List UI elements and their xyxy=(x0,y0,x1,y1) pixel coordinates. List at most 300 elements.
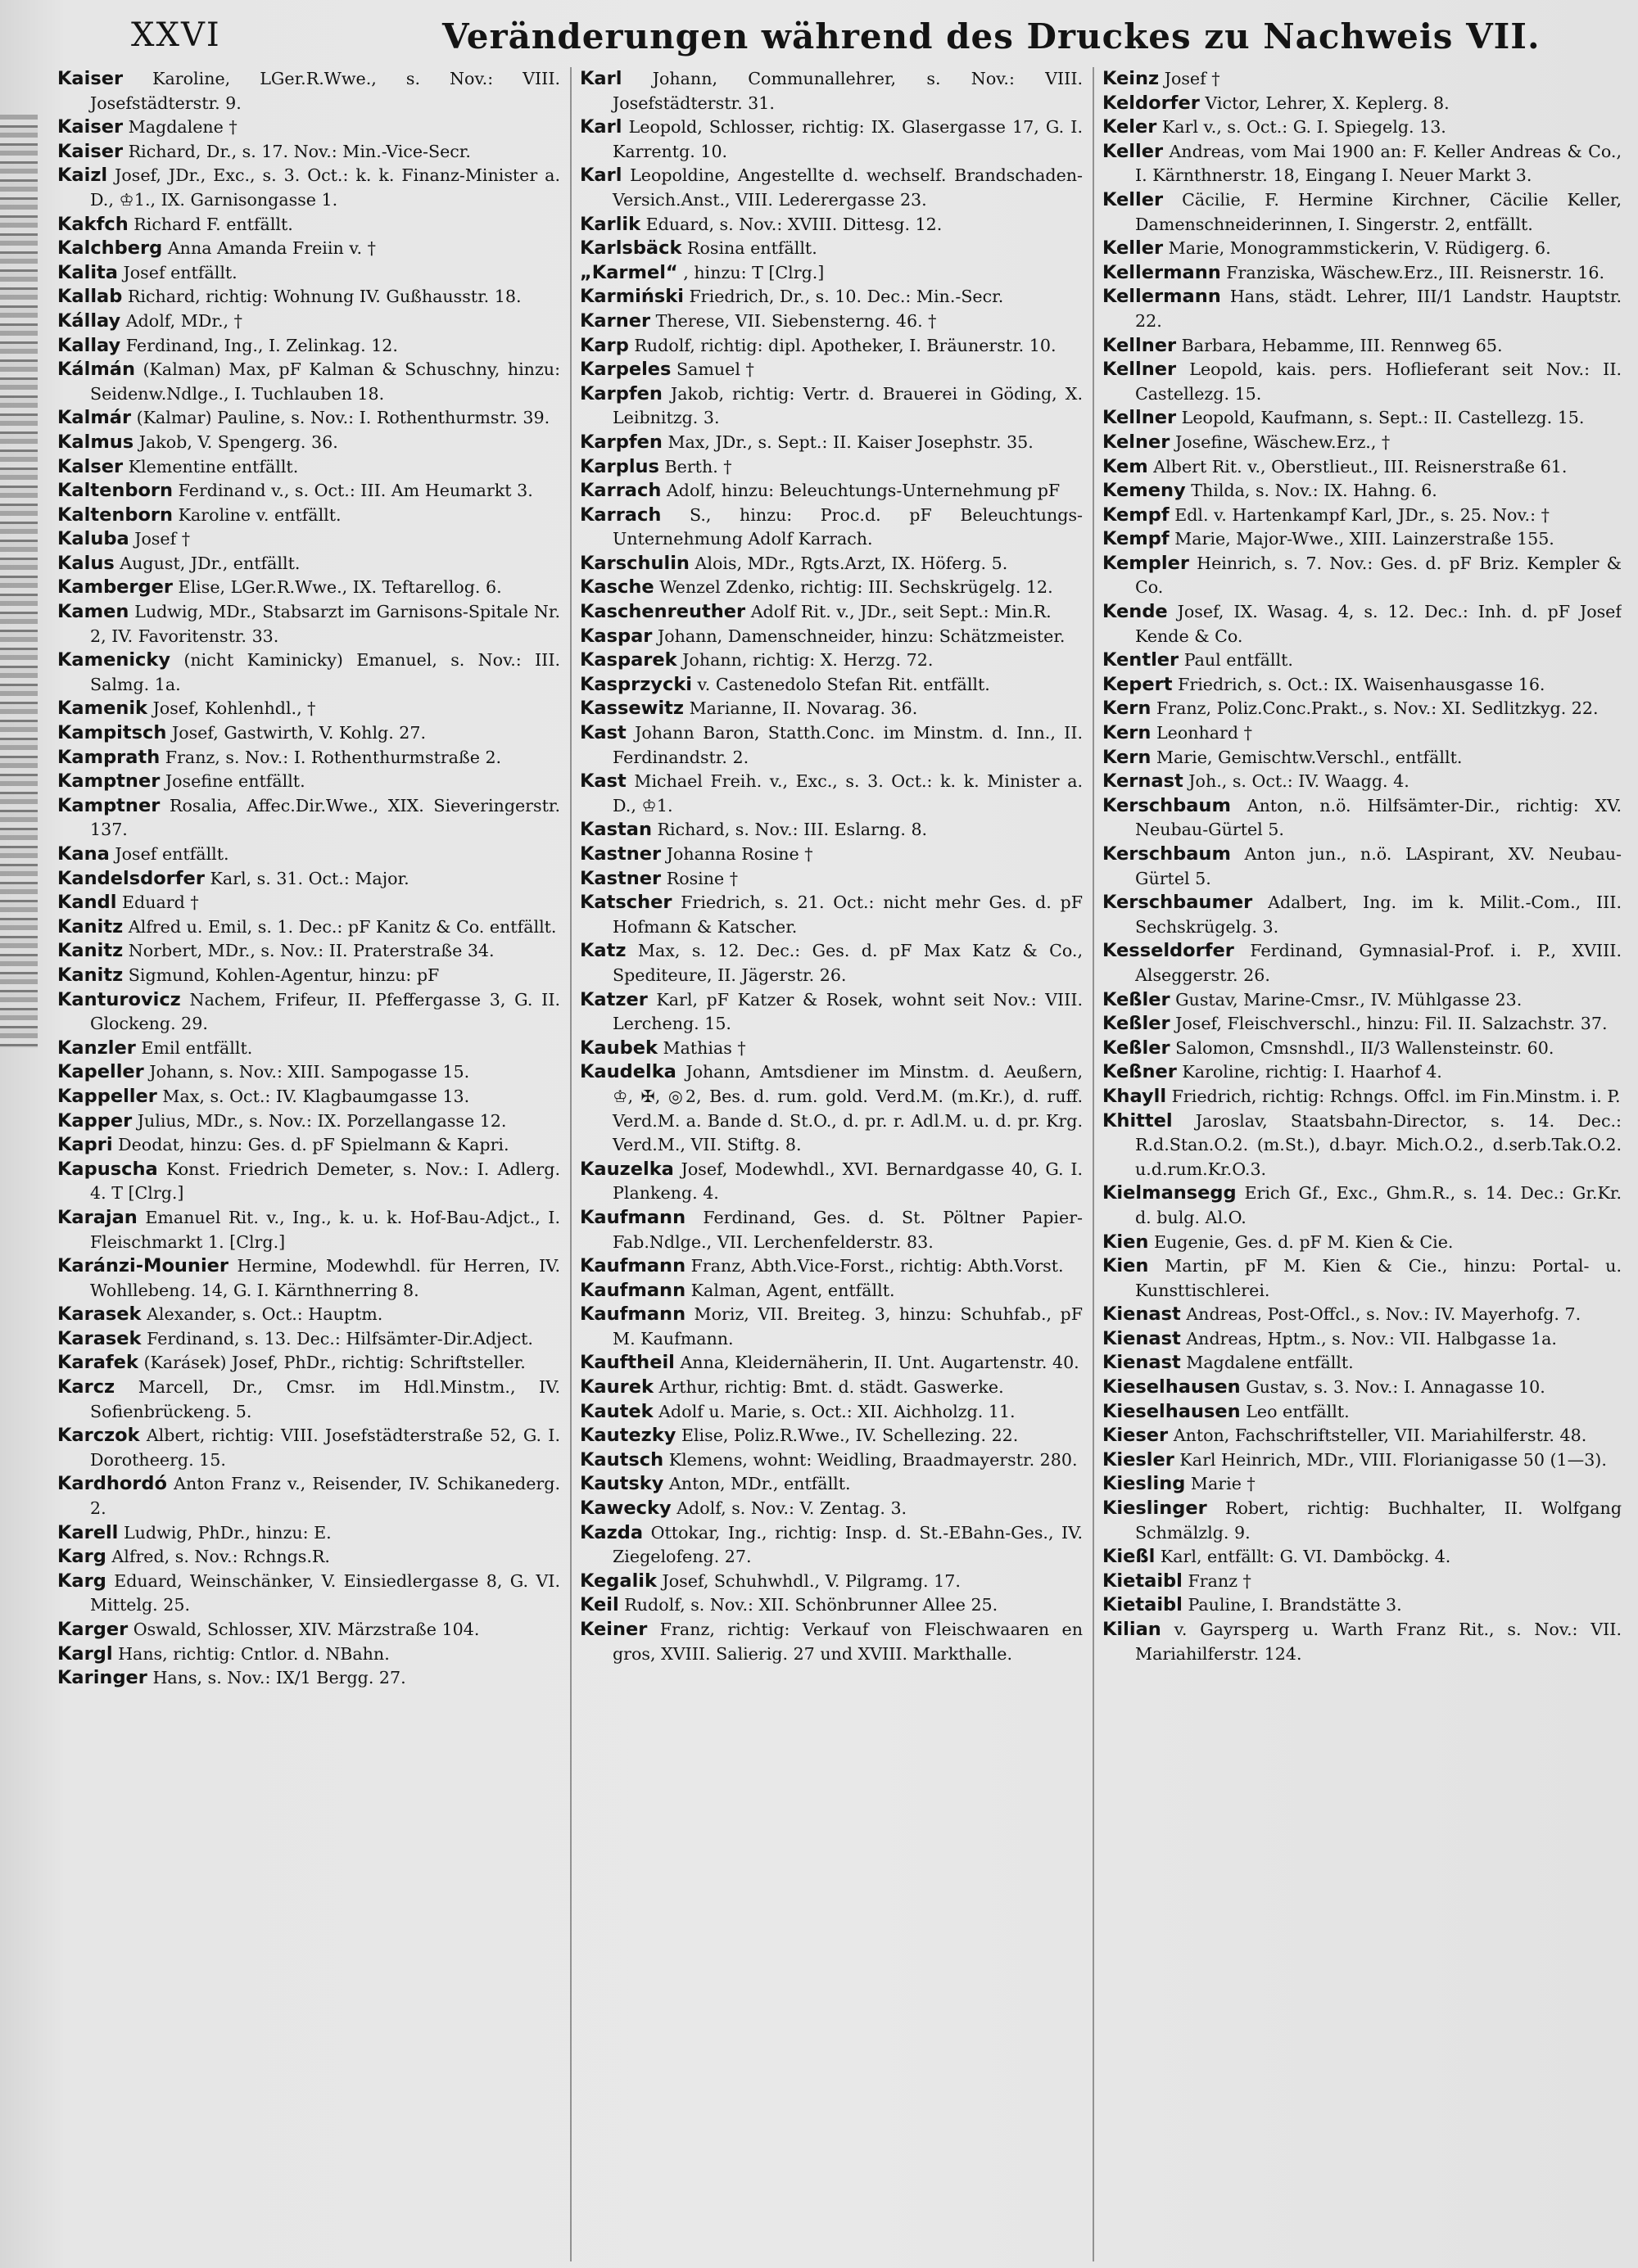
entry-details: Oswald, Schlosser, XIV. Märzstraße 104. xyxy=(133,1620,480,1639)
entry-surname: Kaltenborn xyxy=(57,504,174,526)
directory-entry xyxy=(580,1158,1083,1206)
entry-details: Leopold, Kaufmann, s. Sept.: II. Castellezg. 15. xyxy=(1181,408,1585,428)
entry-surname: Kamptner xyxy=(57,770,161,793)
entry-surname: Kalmus xyxy=(57,431,134,453)
entry-details: Johanna Rosine † xyxy=(666,844,813,864)
entry-surname: Kamen xyxy=(57,601,129,623)
entry-details: Ludwig, MDr., Stabsarzt im Garnisons-Spitale Nr. 2, IV. Favoritenstr. 33. xyxy=(90,602,560,646)
entry-details: Max, s. Oct.: IV. Klagbaumgasse 13. xyxy=(162,1086,470,1106)
entry-surname: Karger xyxy=(57,1619,129,1640)
directory-entry xyxy=(580,1424,1083,1448)
entry-surname: Kalchberg xyxy=(57,237,163,260)
directory-entry xyxy=(57,988,560,1037)
entry-surname: Kalus xyxy=(57,552,115,574)
directory-entry xyxy=(580,891,1083,939)
column-2 xyxy=(580,67,1083,2261)
entry-surname: Kaltenborn xyxy=(57,480,174,502)
entry-surname: Kaluba xyxy=(57,528,129,550)
entry-details: Klemens, wohnt: Weidling, Braadmayerstr. 280. xyxy=(668,1449,1078,1470)
entry-details: Deodat, hinzu: Ges. d. pF Spielmann & Kapri. xyxy=(118,1135,509,1155)
directory-entry xyxy=(57,770,560,794)
entry-details: Elise, Poliz.R.Wwe., IV. Schellezing. 22. xyxy=(681,1425,1019,1446)
entry-surname: Kien xyxy=(1102,1255,1149,1277)
directory-entry xyxy=(1102,600,1622,648)
directory-entry xyxy=(57,1376,560,1424)
entry-details: Anton, n.ö. Hilfsämter-Dir., richtig: XV. Neubau-Gürtel 5. xyxy=(1135,795,1622,840)
directory-entry xyxy=(1102,1327,1622,1352)
directory-entry xyxy=(1102,1060,1622,1085)
entry-details: Jakob, V. Spengerg. 36. xyxy=(138,431,338,452)
entry-surname: Kardhordó xyxy=(57,1473,167,1495)
entry-details: Karoline, richtig: I. Haarhof 4. xyxy=(1182,1062,1442,1082)
entry-surname: Karlik xyxy=(580,213,641,235)
entry-surname: Kazda xyxy=(580,1521,644,1543)
entry-surname: Kem xyxy=(1102,455,1148,477)
entry-surname: Kellner xyxy=(1102,407,1177,429)
entry-details: Ludwig, PhDr., hinzu: E. xyxy=(123,1522,332,1543)
directory-entry xyxy=(1102,721,1622,746)
entry-surname: Keller xyxy=(1102,140,1164,162)
entry-details: Klementine entfällt. xyxy=(128,456,299,477)
entry-details: Johann, Amtsdiener im Minstm. d. Aeußern, ♔, ✠, ◎2, Bes. d. rum. gold. Verd.M. (m.Kr.), d. ruff. Verd.M. a. Bande d. St.O., d. pr. r. Adl.M. u. d. pr. Krg. Verd.M., VII. Stiftg. 8. xyxy=(613,1062,1083,1155)
entry-surname: Kiesler xyxy=(1102,1448,1174,1471)
entry-surname: Kielmansegg xyxy=(1102,1182,1237,1204)
entry-surname: Kasparek xyxy=(580,649,677,671)
entry-details: Victor, Lehrer, X. Keplerg. 8. xyxy=(1205,93,1450,113)
entry-details: Berth. † xyxy=(664,456,732,477)
entry-surname: Karinger xyxy=(57,1667,147,1689)
entry-details: Gustav, Marine-Cmsr., IV. Mühlgasse 23. xyxy=(1175,989,1523,1010)
entry-surname: Karmiński xyxy=(580,286,684,308)
entry-surname: Kargl xyxy=(57,1642,113,1665)
entry-details: Anton, MDr., entfällt. xyxy=(668,1474,851,1494)
directory-entry xyxy=(580,164,1083,212)
entry-surname: Kautek xyxy=(580,1400,654,1422)
entry-details: Marie † xyxy=(1190,1474,1256,1494)
entry-details: Edl. v. Hartenkampf Karl, JDr., s. 25. Nov.: † xyxy=(1174,504,1550,525)
directory-entry xyxy=(580,625,1083,649)
directory-entry xyxy=(580,1472,1083,1497)
directory-entry xyxy=(580,382,1083,431)
directory-entry xyxy=(57,891,560,915)
entry-details: Ferdinand, Gymnasial-Prof. i. P., XVIII. Alseggerstr. 26. xyxy=(1135,941,1622,985)
directory-entry xyxy=(1102,431,1622,455)
directory-entry xyxy=(580,1570,1083,1594)
directory-entry xyxy=(580,285,1083,309)
entry-details: Paul entfällt. xyxy=(1183,650,1293,671)
directory-entry xyxy=(57,867,560,892)
entry-details: Heinrich, s. 7. Nov.: Ges. d. pF Briz. Kempler & Co. xyxy=(1135,553,1622,598)
directory-entry xyxy=(1102,552,1622,600)
entry-details: August, JDr., entfällt. xyxy=(120,553,301,573)
entry-surname: Kentler xyxy=(1102,649,1179,671)
directory-entry xyxy=(57,1206,560,1254)
entry-details: Ferdinand, Ing., I. Zelinkag. 12. xyxy=(125,335,398,355)
entry-surname: Kaurek xyxy=(580,1376,654,1398)
entry-surname: Kautezky xyxy=(580,1425,676,1447)
directory-entry xyxy=(1102,140,1622,188)
directory-entry xyxy=(580,1497,1083,1521)
entry-surname: Karl xyxy=(580,68,622,89)
entry-surname: Kallab xyxy=(57,286,123,308)
directory-entry xyxy=(57,600,560,648)
entry-details: Magdalene † xyxy=(128,117,238,138)
entry-details: Johann, s. Nov.: XIII. Sampogasse 15. xyxy=(149,1062,470,1082)
entry-details: Richard, richtig: Wohnung IV. Gußhausstr. 18. xyxy=(127,287,522,307)
entry-surname: Kempf xyxy=(1102,528,1170,550)
entry-surname: Karpfen xyxy=(580,431,663,453)
entry-surname: Kaufmann xyxy=(580,1303,686,1326)
directory-entry xyxy=(1102,1109,1622,1182)
directory-entry xyxy=(580,576,1083,600)
directory-entry xyxy=(1102,891,1622,939)
entry-details: v. Castenedolo Stefan Rit. entfällt. xyxy=(697,674,990,694)
directory-entry xyxy=(57,697,560,721)
entry-surname: Kalita xyxy=(57,261,118,283)
entry-details: Mathias † xyxy=(663,1037,746,1058)
entry-surname: Kauzelka xyxy=(580,1158,674,1180)
entry-details: Adolf u. Marie, s. Oct.: XII. Aichholzg. 11. xyxy=(658,1401,1016,1421)
directory-entry xyxy=(1102,115,1622,140)
directory-entry xyxy=(1102,1351,1622,1376)
entry-details: Anton jun., n.ö. LAspirant, XV. Neubau-Gürtel 5. xyxy=(1135,844,1622,888)
entry-surname: Kaiser xyxy=(57,68,124,89)
entry-surname: Keinz xyxy=(1102,68,1160,89)
entry-surname: Karplus xyxy=(580,455,659,477)
entry-surname: Kastner xyxy=(580,843,662,865)
directory-entry xyxy=(580,67,1083,115)
directory-entry xyxy=(57,67,560,115)
entry-details: Karl Heinrich, MDr., VIII. Florianigasse 50 (1—3). xyxy=(1179,1449,1607,1470)
entry-details: Adolf, s. Nov.: V. Zentag. 3. xyxy=(676,1498,907,1519)
entry-surname: Katscher xyxy=(580,892,672,914)
entry-details: v. Gayrsperg u. Warth Franz Rit., s. Nov.: VII. Mariahilferstr. 124. xyxy=(1135,1620,1622,1664)
entry-surname: Kaiser xyxy=(57,116,124,138)
entry-surname: Kilian xyxy=(1102,1619,1161,1640)
entry-details: Nachem, Frifeur, II. Pfeffergasse 3, G. II. Glockeng. 29. xyxy=(90,989,560,1034)
entry-surname: Katzer xyxy=(580,988,648,1010)
directory-entry xyxy=(1102,1085,1622,1109)
entry-surname: Kellner xyxy=(1102,334,1177,356)
entry-surname: Kern xyxy=(1102,698,1152,720)
directory-entry xyxy=(57,1133,560,1158)
entry-surname: Kempler xyxy=(1102,552,1189,574)
entry-details: Karl, s. 31. Oct.: Major. xyxy=(210,868,410,888)
directory-entry xyxy=(580,115,1083,164)
entry-surname: Keßler xyxy=(1102,988,1170,1010)
directory-entry xyxy=(57,648,560,697)
directory-entry xyxy=(57,746,560,770)
entry-surname: Kellermann xyxy=(1102,286,1221,308)
entry-surname: Kern xyxy=(1102,722,1152,744)
entry-details: Andreas, vom Mai 1900 an: F. Keller Andreas & Co., I. Kärnthnerstr. 18, Eingang I. Neuer Markt 3. xyxy=(1135,141,1622,186)
directory-entry xyxy=(1102,1037,1622,1061)
binding-edge xyxy=(0,115,38,1048)
directory-entry xyxy=(57,309,560,334)
directory-entry xyxy=(1102,92,1622,116)
column-divider xyxy=(1093,67,1094,2261)
directory-entry xyxy=(1102,648,1622,673)
directory-entry xyxy=(57,721,560,746)
entry-details: Richard, s. Nov.: III. Eslarng. 8. xyxy=(657,820,928,840)
entry-details: Marie, Major-Wwe., XIII. Lainzerstraße 155. xyxy=(1174,529,1554,549)
entry-surname: Karczok xyxy=(57,1425,140,1447)
entry-surname: Karajan xyxy=(57,1206,138,1228)
entry-details: Josefine entfällt. xyxy=(165,771,305,792)
entry-details: Rudolf, richtig: dipl. Apotheker, I. Bräunerstr. 10. xyxy=(634,335,1057,355)
entry-surname: Kempf xyxy=(1102,504,1170,526)
entry-surname: Karrach xyxy=(580,480,662,502)
directory-entry xyxy=(1102,67,1622,92)
entry-details: Franziska, Wäschew.Erz., III. Reisnerstr. 16. xyxy=(1226,262,1605,282)
directory-entry xyxy=(57,140,560,165)
directory-entry xyxy=(580,1618,1083,1666)
entry-details: Thilda, s. Nov.: IX. Hahng. 6. xyxy=(1191,481,1437,501)
entry-details: Leopold, Schlosser, richtig: IX. Glasergasse 17, G. I. Karrentg. 10. xyxy=(613,117,1083,161)
page-title: Veränderungen während des Druckes zu Nachweis VII. xyxy=(442,16,1541,56)
entry-surname: Karp xyxy=(580,334,629,356)
directory-entry xyxy=(1102,770,1622,794)
entry-surname: Kallay xyxy=(57,334,121,356)
entry-details: Richard F. entfällt. xyxy=(133,214,293,234)
entry-surname: Keiner xyxy=(580,1619,648,1640)
directory-entry xyxy=(57,1158,560,1206)
entry-surname: Kalmár xyxy=(57,407,132,429)
entry-details: Rosine † xyxy=(666,868,739,888)
entry-surname: Keller xyxy=(1102,188,1164,210)
entry-surname: Kieslinger xyxy=(1102,1498,1207,1520)
entry-details: Alfred u. Emil, s. 1. Dec.: pF Kanitz & Co. entfällt. xyxy=(128,916,557,937)
column-1 xyxy=(57,67,560,2261)
entry-details: Josef entfällt. xyxy=(115,844,229,864)
entry-surname: Kandl xyxy=(57,892,117,914)
entry-details: Anna, Kleidernäherin, II. Unt. Augartenstr. 40. xyxy=(680,1353,1079,1373)
entry-details: Johann, richtig: X. Herzg. 72. xyxy=(682,650,934,671)
entry-details: Elise, LGer.R.Wwe., IX. Teftarellog. 6. xyxy=(178,577,502,598)
directory-entry xyxy=(57,504,560,528)
entry-surname: „Karmel“ xyxy=(580,261,678,283)
directory-entry xyxy=(1102,527,1622,552)
entry-surname: Kienast xyxy=(1102,1352,1181,1374)
directory-entry xyxy=(1102,1593,1622,1618)
entry-details: Karoline, LGer.R.Wwe., s. Nov.: VIII. Josefstädterstr. 9. xyxy=(90,69,560,113)
entry-details: Eduard † xyxy=(122,892,199,913)
entry-details: Max, s. 12. Dec.: Ges. d. pF Max Katz & Co., Spediteure, II. Jägerstr. 26. xyxy=(613,941,1083,985)
entry-details: Marcell, Dr., Cmsr. im Hdl.Minstm., IV. Sofienbrückeng. 5. xyxy=(90,1377,560,1421)
entry-details: Richard, Dr., s. 17. Nov.: Min.-Vice-Secr. xyxy=(128,141,471,161)
entry-surname: Kanitz xyxy=(57,964,124,986)
entry-surname: Keldorfer xyxy=(1102,92,1200,114)
entry-details: Leonhard † xyxy=(1156,723,1252,743)
entry-details: Jaroslav, Staatsbahn-Director, s. 14. Dec.: R.d.Stan.O.2. (m.St.), d.bayr. Mich.O.2., d.serb.Tak.O.2. u.d.rum.Kr.O.3. xyxy=(1135,1110,1622,1179)
directory-entry xyxy=(1102,504,1622,528)
directory-entry xyxy=(580,261,1083,286)
entry-details: Anna Amanda Freiin v. † xyxy=(167,238,376,259)
entry-details: Konst. Friedrich Demeter, s. Nov.: I. Adlerg. 4. T [Clrg.] xyxy=(90,1159,560,1204)
entry-details: Leopold, kais. pers. Hoflieferant seit Nov.: II. Castellezg. 15. xyxy=(1135,359,1622,404)
entry-surname: Khayll xyxy=(1102,1085,1167,1107)
directory-entry xyxy=(580,431,1083,455)
entry-surname: Kaudelka xyxy=(580,1061,676,1083)
directory-entry xyxy=(57,964,560,988)
directory-entry xyxy=(580,1206,1083,1254)
entry-details: (Kalman) Max, pF Kalman & Schuschny, hinzu: Seidenw.Ndlge., I. Tuchlauben 18. xyxy=(90,359,560,404)
entry-details: Salomon, Cmsnshdl., II/3 Wallensteinstr. 60. xyxy=(1175,1037,1554,1058)
entry-surname: Kanitz xyxy=(57,915,124,937)
entry-details: Cäcilie, F. Hermine Kirchner, Cäcilie Keller, Damenschneiderinnen, I. Singerstr. 2, entfällt. xyxy=(1135,189,1622,234)
entry-details: Josef, Modewhdl., XVI. Bernardgasse 40, G. I. Plankeng. 4. xyxy=(613,1159,1083,1204)
entry-surname: Kien xyxy=(1102,1231,1149,1253)
entry-details: Josef, Kohlenhdl., † xyxy=(152,698,316,719)
directory-entry xyxy=(57,334,560,359)
entry-details: Jakob, richtig: Vertr. d. Brauerei in Göding, X. Leibnitzg. 3. xyxy=(613,383,1083,428)
entry-details: Sigmund, Kohlen-Agentur, hinzu: pF xyxy=(128,965,440,985)
entry-details: Franz, Poliz.Conc.Prakt., s. Nov.: XI. Sedlitzkyg. 22. xyxy=(1156,698,1599,719)
entry-details: Moriz, VII. Breiteg. 3, hinzu: Schuhfab., pF M. Kaufmann. xyxy=(613,1304,1083,1349)
directory-entry xyxy=(1102,1497,1622,1545)
directory-entry xyxy=(580,1376,1083,1400)
directory-entry xyxy=(580,673,1083,698)
directory-entry xyxy=(580,939,1083,987)
entry-details: Albert Rit. v., Oberstlieut., III. Reisnerstraße 61. xyxy=(1153,456,1568,477)
entry-surname: Kaufmann xyxy=(580,1206,686,1228)
directory-entry xyxy=(580,309,1083,334)
entry-details: Marianne, II. Novarag. 36. xyxy=(689,698,918,719)
entry-surname: Karg xyxy=(57,1546,106,1568)
directory-entry xyxy=(57,576,560,600)
directory-entry xyxy=(1102,1376,1622,1400)
directory-entry xyxy=(1102,479,1622,504)
entry-surname: Kellner xyxy=(1102,359,1177,381)
entry-surname: Karpfen xyxy=(580,382,663,404)
entry-surname: Kanzler xyxy=(57,1037,136,1059)
entry-details: Hans, s. Nov.: IX/1 Bergg. 27. xyxy=(152,1668,406,1688)
entry-details: Rosina entfällt. xyxy=(686,238,817,259)
entry-surname: Kerschbaum xyxy=(1102,794,1231,816)
entry-surname: Kapuscha xyxy=(57,1158,158,1180)
entry-surname: Kienast xyxy=(1102,1327,1181,1349)
directory-entry xyxy=(57,431,560,455)
entry-surname: Kálmán xyxy=(57,359,135,381)
entry-surname: Kakfch xyxy=(57,213,129,235)
entry-details: Josef, Fleischverschl., hinzu: Fil. II. Salzachstr. 37. xyxy=(1175,1014,1608,1034)
entry-details: Anton Franz v., Reisender, IV. Schikanederg. 2. xyxy=(90,1474,560,1519)
directory-entry xyxy=(57,1570,560,1618)
entry-details: Magdalene entfällt. xyxy=(1186,1353,1354,1373)
directory-entry xyxy=(1102,1424,1622,1448)
directory-entry xyxy=(1102,1448,1622,1473)
entry-details: Josef † xyxy=(134,529,191,549)
directory-entry xyxy=(57,1303,560,1327)
entry-details: Hermine, Modewhdl. für Herren, IV. Wohllebeng. 14, G. I. Kärnthnerring 8. xyxy=(90,1256,560,1300)
entry-surname: Kasprzycki xyxy=(580,673,692,695)
directory-entry xyxy=(57,1060,560,1085)
entry-details: Julius, MDr., s. Nov.: IX. Porzellangasse 12. xyxy=(137,1110,507,1131)
directory-entry xyxy=(580,358,1083,382)
directory-entry xyxy=(57,915,560,940)
entry-details: Adolf, hinzu: Beleuchtungs-Unternehmung pF xyxy=(666,481,1061,501)
entry-details: Josef, JDr., Exc., s. 3. Oct.: k. k. Finanz-Minister a. D., ♔1., IX. Garnisongasse 1. xyxy=(90,165,560,210)
entry-details: Anton, Fachschriftsteller, VII. Mariahilferstr. 48. xyxy=(1173,1425,1587,1446)
directory-entry xyxy=(580,479,1083,504)
entry-details: Rudolf, s. Nov.: XII. Schönbrunner Allee 25. xyxy=(624,1595,998,1615)
entry-details: Emil entfällt. xyxy=(141,1037,253,1058)
directory-entry xyxy=(1102,261,1622,286)
directory-entry xyxy=(57,527,560,552)
entry-surname: Kieselhausen xyxy=(1102,1400,1241,1422)
entry-details: Andreas, Hptm., s. Nov.: VII. Halbgasse 1a. xyxy=(1186,1328,1557,1349)
directory-entry xyxy=(1102,1254,1622,1303)
entry-details: Josefine, Wäschew.Erz., † xyxy=(1174,431,1391,452)
entry-details: Pauline, I. Brandstätte 3. xyxy=(1188,1595,1402,1615)
entry-details: Marie, Monogrammstickerin, V. Rüdigerg. 6. xyxy=(1168,238,1551,259)
entry-details: Leo entfällt. xyxy=(1246,1401,1350,1421)
directory-entry xyxy=(580,867,1083,892)
entry-surname: Kemeny xyxy=(1102,480,1186,502)
entry-details: Ottokar, Ing., richtig: Insp. d. St.-EBahn-Ges., IV. Ziegelofeng. 27. xyxy=(613,1522,1083,1567)
directory-entry xyxy=(57,213,560,237)
entry-surname: Kegalik xyxy=(580,1570,657,1592)
directory-entry xyxy=(57,1254,560,1303)
entry-details: Karl, entfällt: G. VI. Damböckg. 4. xyxy=(1160,1547,1451,1567)
directory-entry xyxy=(1102,1472,1622,1497)
entry-details: Hans, städt. Lehrer, III/1 Landstr. Hauptstr. 22. xyxy=(1135,287,1622,331)
entry-details: Barbara, Hebamme, III. Rennweg 65. xyxy=(1181,335,1503,355)
entry-surname: Kaufmann xyxy=(580,1255,686,1277)
entry-details: Franz † xyxy=(1188,1570,1251,1591)
entry-surname: Kautsch xyxy=(580,1448,664,1471)
directory-entry xyxy=(580,1060,1083,1157)
entry-surname: Karl xyxy=(580,165,622,187)
entry-details: Adolf, MDr., † xyxy=(125,310,242,331)
entry-surname: Karl xyxy=(580,116,622,138)
directory-entry xyxy=(57,261,560,286)
directory-entry xyxy=(580,552,1083,576)
directory-entry xyxy=(57,115,560,140)
directory-entry xyxy=(580,843,1083,867)
directory-entry xyxy=(580,1521,1083,1570)
directory-entry xyxy=(580,237,1083,261)
entry-details: Marie, Gemischtw.Verschl., entfällt. xyxy=(1156,747,1463,767)
entry-surname: Karlsbäck xyxy=(580,237,682,260)
directory-entry xyxy=(57,164,560,212)
entry-surname: Keßler xyxy=(1102,1013,1170,1035)
entry-surname: Kerschbaum xyxy=(1102,843,1231,865)
entry-details: Adolf Rit. v., JDr., seit Sept.: Min.R. xyxy=(750,602,1052,622)
directory-entry xyxy=(57,1618,560,1642)
entry-details: Eduard, Weinschänker, V. Einsiedlergasse 8, G. VI. Mittelg. 25. xyxy=(90,1570,560,1615)
directory-entry xyxy=(57,479,560,504)
entry-details: Josef, Schuhwhdl., V. Pilgramg. 17. xyxy=(662,1570,961,1591)
entry-details: Karl v., s. Oct.: G. I. Spiegelg. 13. xyxy=(1161,117,1446,138)
entry-surname: Kautsky xyxy=(580,1473,664,1495)
entry-surname: Kanitz xyxy=(57,940,124,962)
entry-details: Friedrich, richtig: Rchngs. Offcl. im Fin.Minstm. i. P. xyxy=(1171,1086,1621,1106)
directory-entry xyxy=(1102,334,1622,359)
column-divider xyxy=(570,67,572,2261)
entry-surname: Karánzi-Mounier xyxy=(57,1255,229,1277)
entry-surname: Kauftheil xyxy=(580,1352,675,1374)
entry-surname: Kalser xyxy=(57,455,124,477)
directory-entry xyxy=(580,334,1083,359)
page-number: XXVI xyxy=(131,16,221,54)
directory-entry xyxy=(580,818,1083,843)
entry-details: Andreas, Post-Offcl., s. Nov.: IV. Mayerhofg. 7. xyxy=(1186,1304,1581,1325)
directory-entry xyxy=(57,1666,560,1691)
directory-entry xyxy=(580,1279,1083,1303)
entry-details: Karl, pF Katzer & Rosek, wohnt seit Nov.: VIII. Lercheng. 15. xyxy=(613,989,1083,1034)
entry-surname: Kasche xyxy=(580,576,654,599)
